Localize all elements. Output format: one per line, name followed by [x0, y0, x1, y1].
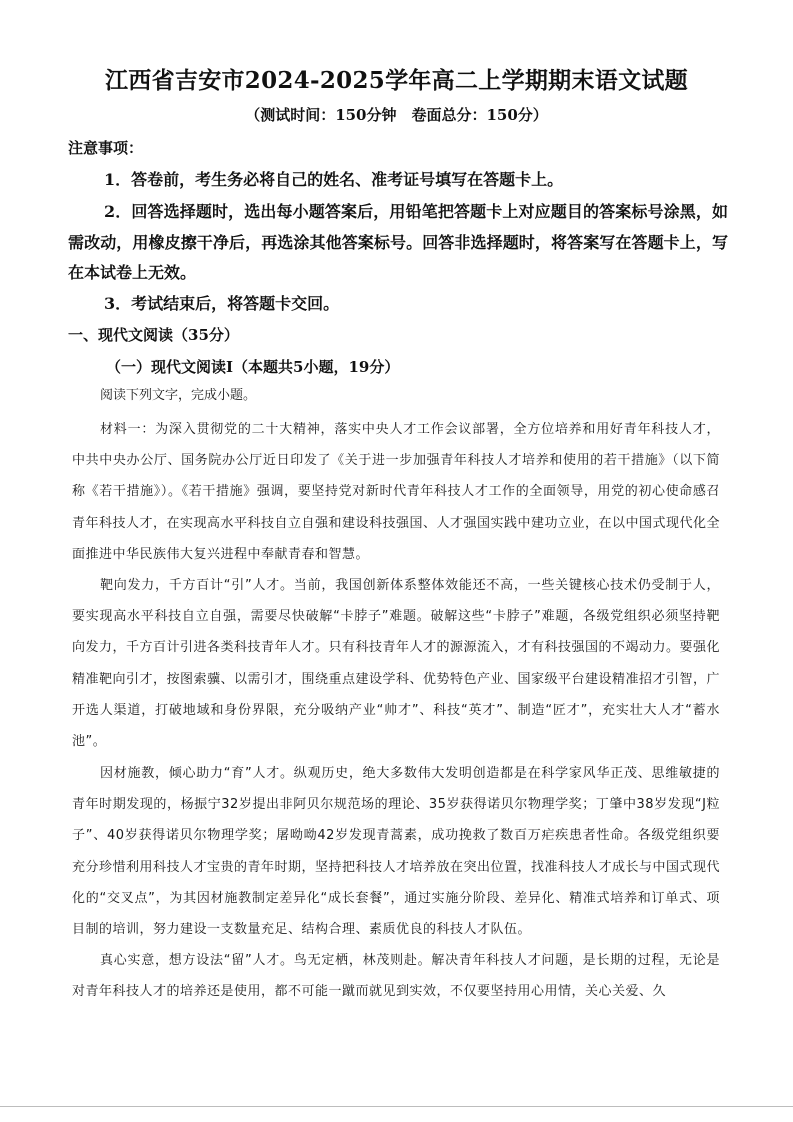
subsection-heading: （一）现代文阅读Ⅰ（本题共5小题，19分） — [106, 358, 400, 376]
page-title: 江西省吉安市2024-2025学年高二上学期期末语文试题 — [105, 67, 688, 94]
material-paragraph-2: 靶向发力，千方百计“引”人才。当前，我国创新体系整体效能还不高，一些关键核心技术仍受制于人，要实现高水平科技自立自强，需要尽快破解“卡脖子”难题。破解这些“卡脖子”难题，各级党组织必须坚持靶向发力，千方百计引进各类科技青年人才。只有科技青年人才的源源流入，才有科技强国的不竭动力。要强化精准靶向引才，按图索骥、以需引才，围绕重点建设学科、优势特色产业、国家级平台建设精准招才引智，广开选人渠道，打破地域和身份界限，充分吸纳产业“帅才”、科技“英才”、制造“匠才”，充实壮大人才“蓄水池”。 — [72, 578, 721, 750]
page-bottom-rule — [0, 1106, 793, 1107]
note-item-1: 1．答卷前，考生务必将自己的姓名、准考证号填写在答题卡上。 — [104, 170, 564, 189]
reading-instruction: 阅读下列文字，完成小题。 — [100, 388, 257, 403]
material-paragraph-4: 真心实意，想方设法“留”人才。鸟无定栖，林茂则赴。解决青年科技人才问题，是长期的过程，无论是对青年科技人才的培养还是使用，都不可能一蹴而就见到实效，不仅要坚持用心用情，关心关爱、久 — [72, 953, 720, 1000]
material-paragraph-3: 因材施教，倾心助力“育”人才。纵观历史，绝大多数伟大发明创造都是在科学家风华正茂、思维敏捷的青年时期发现的，杨振宁32岁提出非阿贝尔规范场的理论、35岁获得诺贝尔物理学奖；丁肇中38岁发现“J粒子”、40岁获得诺贝尔物理学奖；屠呦呦42岁发现青蒿素，成功挽救了数百万疟疾患者性命。各级党组织要充分珍惜利用科技人才宝贵的青年时期，坚持把科技人才培养放在突出位置，找准科技人才成长与中国式现代化的“交叉点”，为其因材施教制定差异化“成长套餐”，通过实施分阶段、差异化、精准式培养和订单式、项目制的培训，努力建设一支数量充足、结构合理、素质优良的科技人才队伍。 — [72, 766, 721, 938]
material-paragraph-1: 材料一：为深入贯彻党的二十大精神，落实中央人才工作会议部署，全方位培养和用好青年科技人才，中共中央办公厅、国务院办公厅近日印发了《关于进一步加强青年科技人才培养和使用的若干措施》（以下简称《若干措施》）。《若干措施》强调，要坚持党对新时代青年科技人才工作的全面领导，用党的初心使命感召青年科技人才，在实现高水平科技自立自强和建设科技强国、人才强国实践中建功立业，在以中国式现代化全面推进中华民族伟大复兴进程中奉献青春和智慧。 — [72, 422, 721, 562]
note-item-3: 3．考试结束后，将答题卡交回。 — [104, 294, 340, 313]
exam-time-and-score: （测试时间：150分钟 卷面总分：150分） — [245, 106, 548, 124]
note-item-2: 2．回答选择题时，选出每小题答案后，用铅笔把答题卡上对应题目的答案标号涂黑，如需改动，用橡皮擦干净后，再选涂其他答案标号。回答非选择题时，将答案写在答题卡上，写在本试卷上无效。 — [68, 202, 728, 282]
section-heading: 一、现代文阅读（35分） — [68, 326, 239, 344]
notes-heading: 注意事项： — [68, 139, 144, 157]
